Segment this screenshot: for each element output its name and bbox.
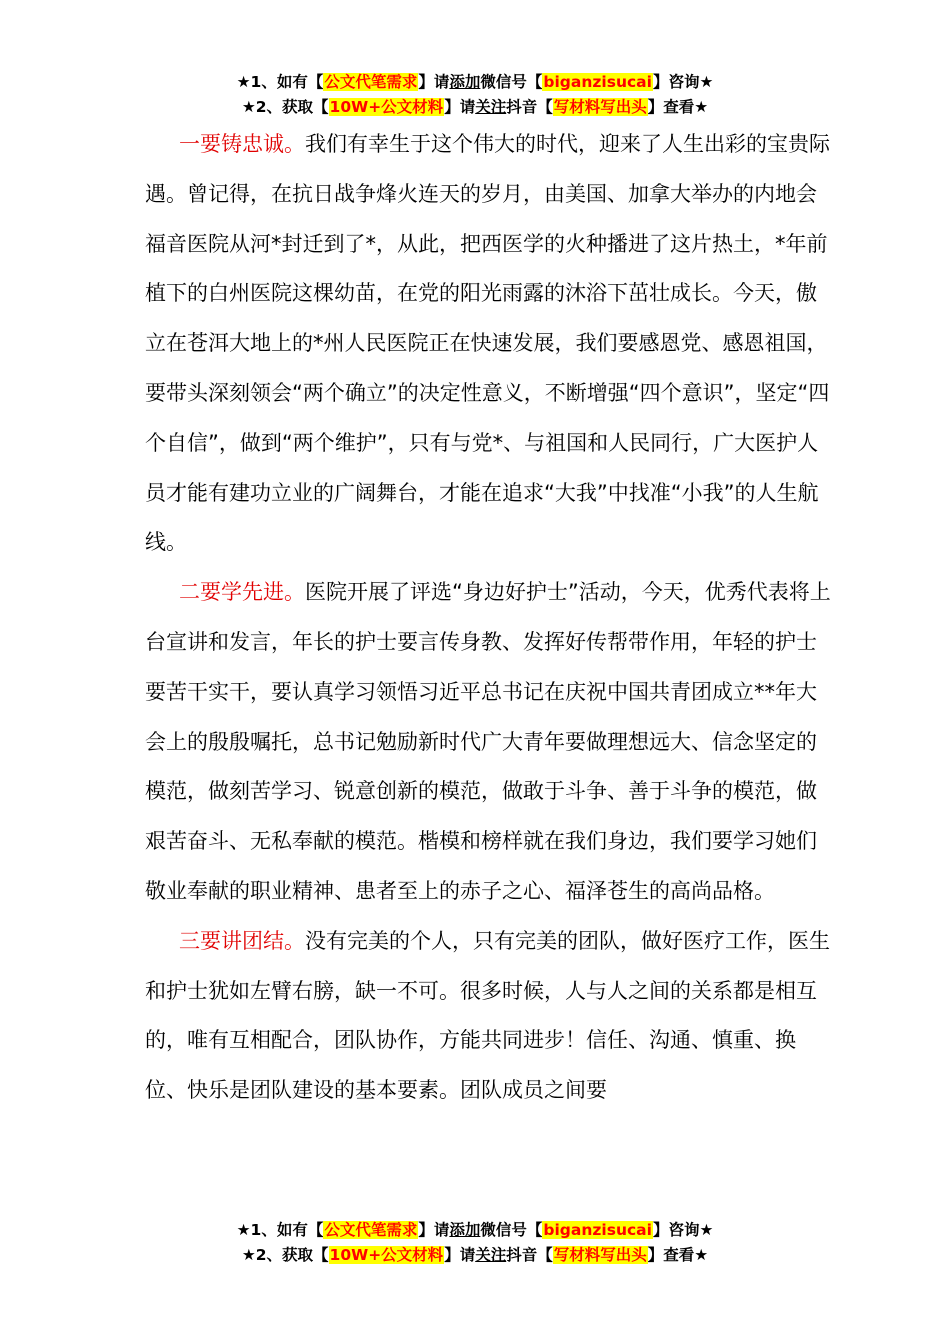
banner-text: 微信号【	[480, 73, 543, 91]
paragraph-lead: 一要铸忠诚。	[179, 132, 305, 156]
bottom-banner	[0, 1218, 950, 1268]
banner-line-1	[0, 70, 950, 95]
banner-text: 】查看★	[647, 98, 709, 116]
banner-underline: 关注	[475, 98, 507, 116]
banner-text: ★2、获取【	[241, 98, 329, 116]
banner-highlight: 10W+公文材料	[329, 98, 444, 116]
banner-highlight: 10W+公文材料	[329, 1246, 444, 1264]
paragraph-2	[145, 568, 835, 917]
paragraph-text: 我们有幸生于这个伟大的时代，迎来了人生出彩的宝贵际遇。曾记得，在抗日战争烽火连天的岁月，由美国、加拿大举办的内地会福音医院从河*封迁到了*，从此，把西医学的火种播进了这片热土，*年前植下的白州医院这棵幼苗，在党的阳光雨露的沐浴下茁壮成长。今天，傲立在苍洱大地上的*州人民医院正在快速发展，我们要感恩党、感恩祖国，要带头深刻领会“两个确立”的决定性意义，不断增强“四个意识”，坚定“四个自信”，做到“两个维护”，只有与党*、与祖国和人民同行，广大医护人员才能有建功立业的广阔舞台，才能在追求“大我”中找准“小我”的人生航线。	[145, 132, 830, 555]
banner-line-1	[0, 1218, 950, 1243]
banner-text: ★1、如有【	[236, 1221, 324, 1239]
banner-text: 】请	[418, 73, 450, 91]
paragraph-lead: 三要讲团结。	[179, 928, 305, 953]
banner-text: ★2、获取【	[241, 1246, 329, 1264]
banner-text: 微信号【	[480, 1221, 543, 1239]
top-banner	[0, 70, 950, 120]
banner-text: 】请	[444, 1246, 476, 1264]
banner-underline: 关注	[475, 1246, 507, 1264]
paragraph-3	[145, 917, 835, 1116]
banner-text: 】请	[418, 1221, 450, 1239]
banner-text: 】咨询★	[652, 73, 714, 91]
paragraph-text: 医院开展了评选“身边好护士”活动，今天，优秀代表将上台宣讲和发言，年长的护士要言传身教、发挥好传帮带作用，年轻的护士要苦干实干，要认真学习领悟习近平总书记在庆祝中国共青团成立**年大会上的殷殷嘱托，总书记勉励新时代广大青年要做理想远大、信念坚定的模范，做刻苦学习、锐意创新的模范，做敢于斗争、善于斗争的模范，做艰苦奋斗、无私奉献的模范。楷模和榜样就在我们身边，我们要学习她们敬业奉献的职业精神、患者至上的赤子之心、福泽苍生的高尚品格。	[145, 580, 831, 903]
banner-text: 抖音【	[506, 1246, 553, 1264]
banner-highlight: biganzisucai	[543, 1221, 652, 1239]
banner-underline: 添加	[449, 1221, 481, 1239]
banner-underline: 添加	[449, 73, 481, 91]
banner-highlight: 写材料写出头	[553, 98, 647, 116]
banner-line-2	[0, 95, 950, 120]
paragraph-text: 没有完美的个人，只有完美的团队，做好医疗工作，医生和护士犹如左臂右膀，缺一不可。很多时候，人与人之间的关系都是相互的，唯有互相配合，团队协作，方能共同进步！信任、沟通、慎重、换位、快乐是团队建设的基本要素。团队成员之间要	[145, 928, 830, 1103]
banner-text: 抖音【	[506, 98, 553, 116]
document-body	[145, 120, 835, 1116]
banner-highlight: 公文代笔需求	[324, 1221, 418, 1239]
paragraph-lead: 二要学先进。	[179, 580, 305, 605]
banner-line-2	[0, 1243, 950, 1268]
banner-text: 】咨询★	[652, 1221, 714, 1239]
banner-highlight: 写材料写出头	[553, 1246, 647, 1264]
banner-highlight: 公文代笔需求	[324, 73, 418, 91]
banner-text: 】查看★	[647, 1246, 709, 1264]
banner-highlight: biganzisucai	[543, 73, 652, 91]
banner-text: ★1、如有【	[236, 73, 324, 91]
banner-text: 】请	[444, 98, 476, 116]
paragraph-1	[145, 120, 835, 568]
